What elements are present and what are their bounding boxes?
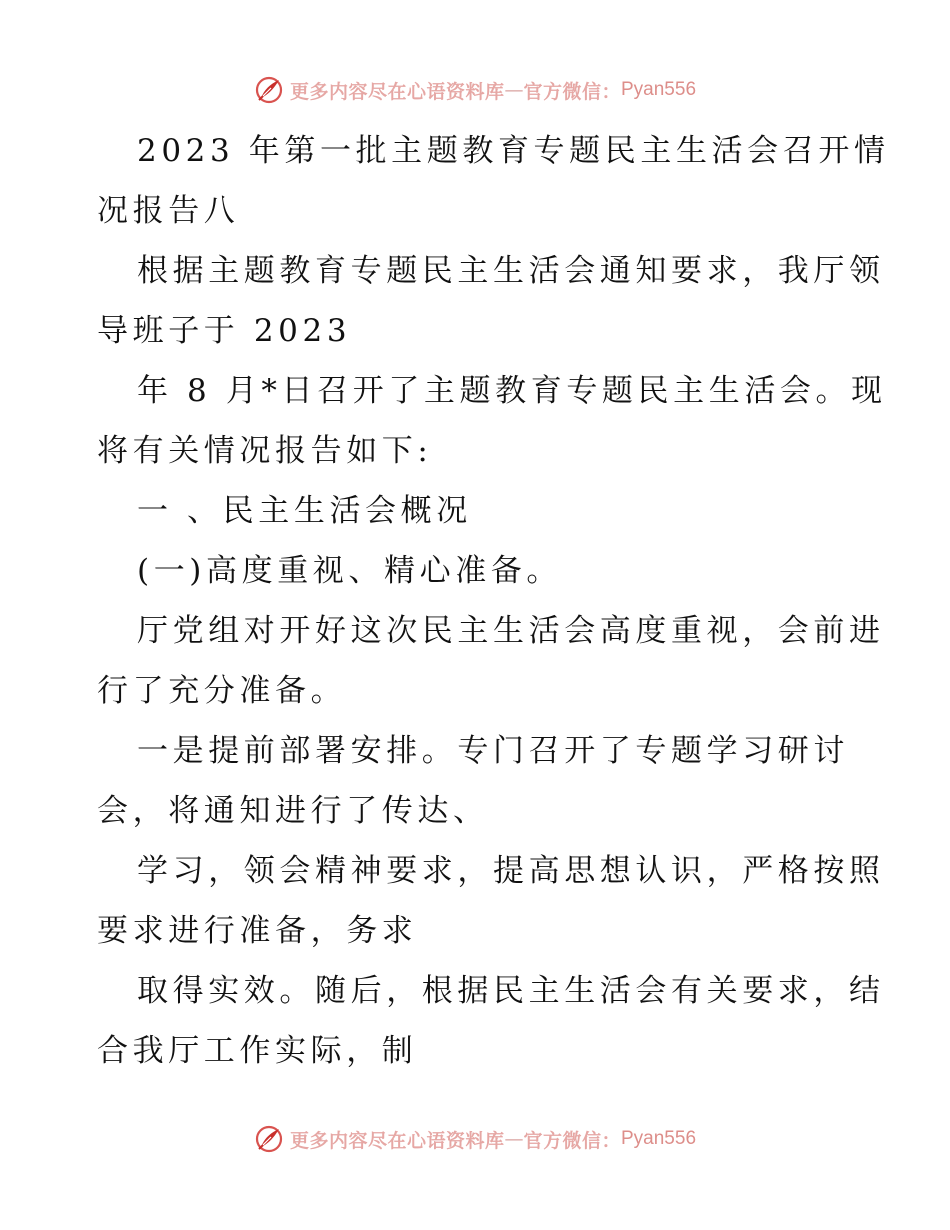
watermark-text: 更多内容尽在心语资料库 bbox=[289, 80, 505, 103]
doc-paragraph-line: 行了充分准备。 bbox=[97, 673, 347, 709]
watermark-text: 更多内容尽在心语资料库 bbox=[289, 1129, 505, 1152]
watermark-wechat-id: Pyan556 bbox=[621, 79, 697, 100]
doc-paragraph-line: 导班子于 2023 bbox=[97, 313, 352, 349]
watermark-separator: — bbox=[504, 79, 524, 101]
quill-pen-logo-icon bbox=[254, 1124, 284, 1154]
watermark-separator: — bbox=[504, 1128, 524, 1150]
quill-pen-logo-icon bbox=[254, 75, 284, 105]
doc-section-heading: 一 、民主生活会概况 bbox=[137, 493, 472, 529]
watermark-wechat-label: 官方微信： bbox=[523, 80, 621, 103]
doc-paragraph-line: 学习，领会精神要求，提高思想认识，严格按照 bbox=[137, 853, 885, 889]
header-watermark bbox=[0, 70, 950, 110]
doc-title-line-1: 2023 年第一批主题教育专题民主生活会召开情 bbox=[137, 133, 890, 169]
doc-paragraph-line: 取得实效。随后，根据民主生活会有关要求，结 bbox=[137, 973, 885, 1009]
watermark-wechat-label: 官方微信： bbox=[523, 1129, 621, 1152]
watermark-wechat-id: Pyan556 bbox=[621, 1128, 697, 1149]
doc-subsection-heading: (一)高度重视、精心准备。 bbox=[137, 553, 562, 589]
doc-paragraph-line: 会，将通知进行了传达、 bbox=[97, 793, 489, 829]
doc-paragraph-line: 合我厅工作实际，制 bbox=[97, 1033, 418, 1069]
document-body bbox=[97, 121, 890, 1081]
footer-watermark bbox=[0, 1119, 950, 1159]
doc-paragraph-line: 厅党组对开好这次民主生活会高度重视，会前进 bbox=[137, 613, 885, 649]
doc-title-line-2: 况报告八 bbox=[97, 193, 240, 229]
doc-paragraph-line: 根据主题教育专题民主生活会通知要求，我厅领 bbox=[137, 253, 885, 289]
doc-paragraph-line: 一是提前部署安排。专门召开了专题学习研讨 bbox=[137, 733, 849, 769]
doc-paragraph-line: 要求进行准备，务求 bbox=[97, 913, 418, 949]
doc-paragraph-line: 将有关情况报告如下: bbox=[97, 433, 433, 469]
doc-paragraph-line: 年 8 月*日召开了主题教育专题民主生活会。现 bbox=[137, 373, 887, 409]
